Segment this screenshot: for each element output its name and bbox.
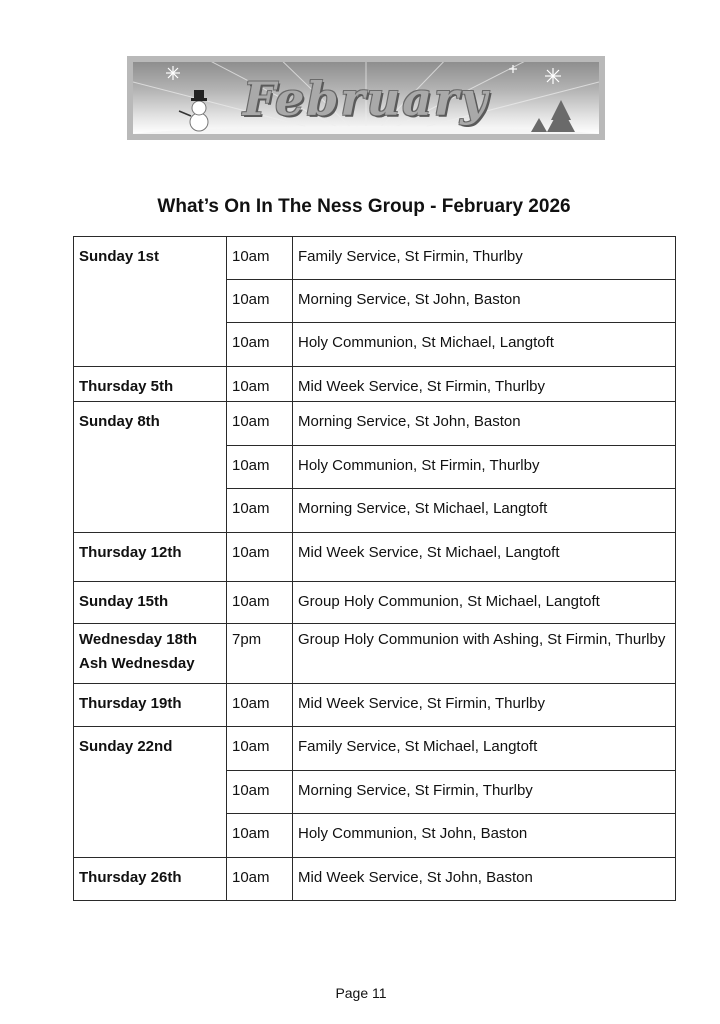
time-cell: 10am <box>227 684 293 727</box>
table-row <box>74 237 676 280</box>
table-row <box>74 814 676 858</box>
page-number: Page 11 <box>335 985 387 1001</box>
table-row <box>74 727 676 771</box>
day-cell: Thursday 26th <box>74 858 227 901</box>
table-row <box>74 402 676 446</box>
service-cell: Morning Service, St Michael, Langtoft <box>293 489 676 533</box>
table-row <box>74 280 676 323</box>
service-cell: Group Holy Communion, St Michael, Langtoft <box>293 582 676 624</box>
table-row <box>74 684 676 727</box>
time-cell: 10am <box>227 402 293 446</box>
day-cell: Thursday 12th <box>74 533 227 582</box>
day-cell: Sunday 8th <box>74 402 227 446</box>
service-cell: Group Holy Communion with Ashing, St Firmin, Thurlby <box>293 624 676 684</box>
day-cell: Thursday 19th <box>74 684 227 727</box>
day-cell <box>74 323 227 367</box>
day-cell <box>74 771 227 814</box>
day-cell: Sunday 22nd <box>74 727 227 771</box>
table-row <box>74 367 676 402</box>
table-row <box>74 771 676 814</box>
table-row <box>74 858 676 901</box>
service-cell: Mid Week Service, St John, Baston <box>293 858 676 901</box>
day-cell <box>74 814 227 858</box>
banner-image <box>133 62 599 134</box>
service-cell: Holy Communion, St Michael, Langtoft <box>293 323 676 367</box>
table-row <box>74 446 676 489</box>
time-cell: 10am <box>227 489 293 533</box>
time-cell: 10am <box>227 771 293 814</box>
service-cell: Holy Communion, St Firmin, Thurlby <box>293 446 676 489</box>
service-cell: Holy Communion, St John, Baston <box>293 814 676 858</box>
service-cell: Mid Week Service, St Firmin, Thurlby <box>293 684 676 727</box>
time-cell: 7pm <box>227 624 293 684</box>
table-row <box>74 533 676 582</box>
banner-word: February <box>242 72 490 126</box>
day-cell: Thursday 5th <box>74 367 227 402</box>
day-cell <box>74 280 227 323</box>
table-row <box>74 624 676 684</box>
day-cell: Sunday 15th <box>74 582 227 624</box>
time-cell: 10am <box>227 280 293 323</box>
day-cell: Wednesday 18th Ash Wednesday <box>74 624 227 684</box>
service-cell: Family Service, St Firmin, Thurlby <box>293 237 676 280</box>
time-cell: 10am <box>227 814 293 858</box>
time-cell: 10am <box>227 237 293 280</box>
page-title: What’s On In The Ness Group - February 2026 <box>157 196 571 217</box>
time-cell: 10am <box>227 727 293 771</box>
service-cell: Morning Service, St John, Baston <box>293 280 676 323</box>
table-row <box>74 582 676 624</box>
time-cell: 10am <box>227 323 293 367</box>
time-cell: 10am <box>227 582 293 624</box>
february-banner <box>127 56 605 140</box>
service-cell: Family Service, St Michael, Langtoft <box>293 727 676 771</box>
time-cell: 10am <box>227 367 293 402</box>
time-cell: 10am <box>227 858 293 901</box>
service-cell: Morning Service, St Firmin, Thurlby <box>293 771 676 814</box>
time-cell: 10am <box>227 533 293 582</box>
service-cell: Mid Week Service, St Michael, Langtoft <box>293 533 676 582</box>
day-cell: Sunday 1st <box>74 237 227 280</box>
service-schedule <box>73 236 676 901</box>
time-cell: 10am <box>227 446 293 489</box>
day-cell <box>74 489 227 533</box>
table-row <box>74 323 676 367</box>
service-cell: Mid Week Service, St Firmin, Thurlby <box>293 367 676 402</box>
day-cell <box>74 446 227 489</box>
service-cell: Morning Service, St John, Baston <box>293 402 676 446</box>
table-row <box>74 489 676 533</box>
